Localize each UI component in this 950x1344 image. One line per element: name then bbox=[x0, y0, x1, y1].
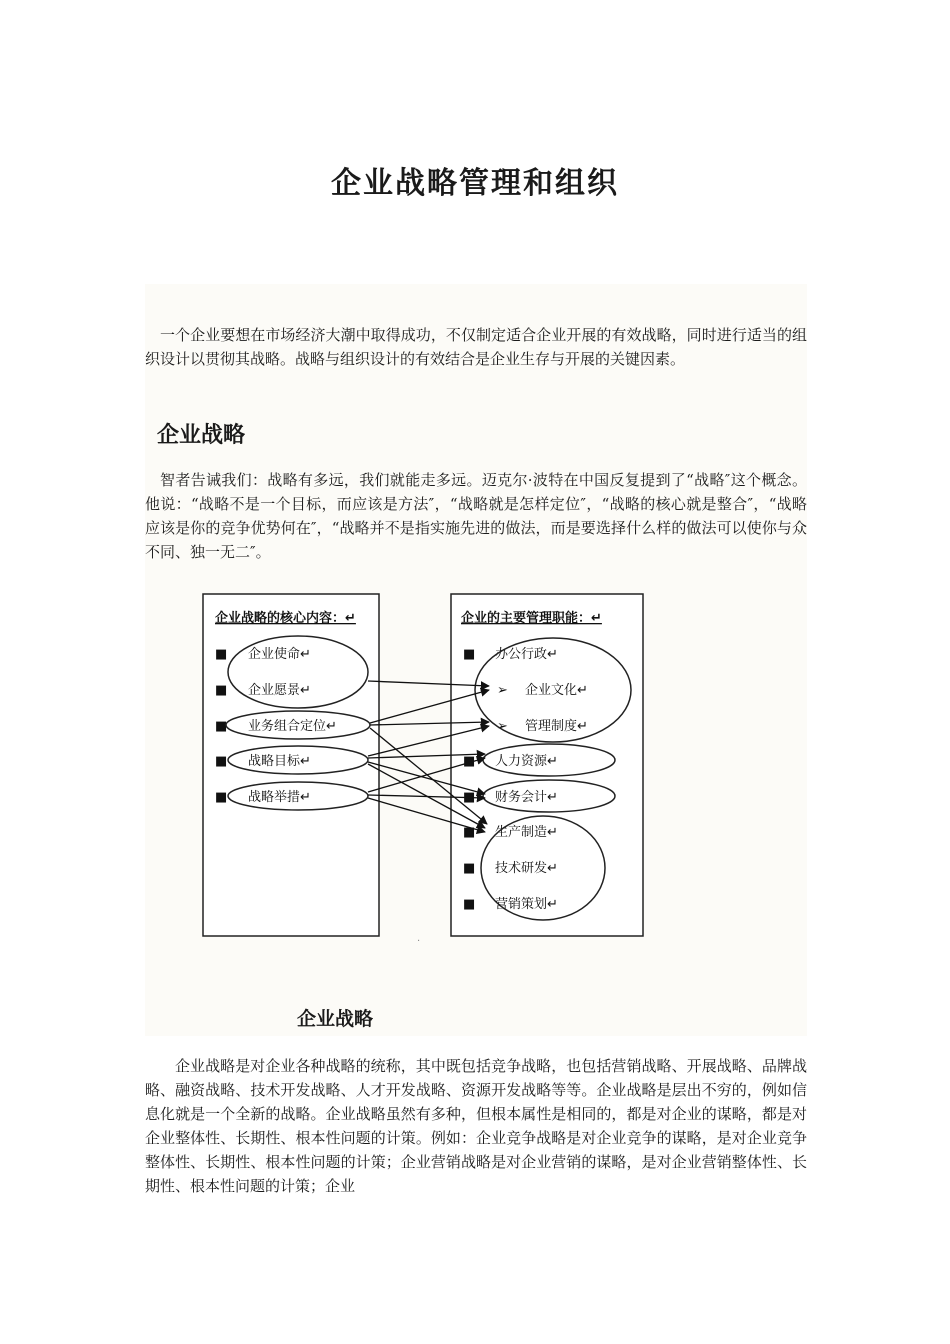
right-item-finance: 财务会计↵ bbox=[495, 790, 558, 805]
right-item-rnd: 技术研发↵ bbox=[495, 861, 558, 876]
figure-caption: 企业战略 bbox=[297, 1008, 374, 1030]
intro-paragraph: 一个企业要想在市场经济大潮中取得成功，不仅制定适合企业开展的有效战略，同时进行适当的组织设计以贯彻其战略。战略与组织设计的有效结合是企业生存与开展的关键因素。 bbox=[145, 326, 807, 368]
right-item-production: 生产制造↵ bbox=[495, 825, 558, 840]
right-item-culture: 企业文化↵ bbox=[525, 683, 588, 698]
strategy-types-paragraph: 企业战略是对企业各种战略的统称，其中既包括竞争战略，也包括营销战略、开展战略、品牌战略、融资战略、技术开发战略、人才开发战略、资源开发战略等等。企业战略是层出不穷的，例如信息化就是一个全新的战略。企业战略虽然有多种，但根本属性是相同的，都是对企业的谋略，都是对企业整体性、长期性、根本性问题的计策。例如：企业竞争战略是对企业竞争的谋略，是对企业竞争整体性、长期性、根本性问题的计策；企业营销战略是对企业营销的谋略，是对企业营销整体性、长期性、根本性问题的计策；企业 bbox=[145, 1057, 807, 1195]
right-item-marketing: 营销策划↵ bbox=[495, 897, 558, 912]
sub-bullet-icon: ➢ bbox=[497, 683, 508, 698]
left-item-goals: 战略目标↵ bbox=[248, 754, 311, 769]
bullet-icon: ■ bbox=[215, 719, 228, 734]
right-item-hr: 人力资源↵ bbox=[495, 754, 558, 769]
left-box-heading: 企业战略的核心内容：↵ bbox=[215, 611, 356, 626]
right-item-rules: 管理制度↵ bbox=[525, 719, 588, 734]
bullet-icon: ■ bbox=[463, 861, 476, 876]
page-mark: · bbox=[417, 936, 421, 947]
right-item-admin: 办公行政↵ bbox=[495, 647, 558, 662]
left-item-measures: 战略举措↵ bbox=[248, 790, 311, 805]
bullet-icon: ■ bbox=[215, 683, 228, 698]
bullet-icon: ■ bbox=[463, 647, 476, 662]
right-box-heading: 企业的主要管理职能：↵ bbox=[461, 611, 602, 626]
bullet-icon: ■ bbox=[215, 790, 228, 805]
section-heading-corporate-strategy: 企业战略 bbox=[157, 423, 246, 448]
left-item-mission: 企业使命↵ bbox=[248, 647, 311, 662]
strategy-function-diagram bbox=[145, 582, 807, 952]
bullet-icon: ■ bbox=[463, 790, 476, 805]
bullet-icon: ■ bbox=[463, 897, 476, 912]
bullet-icon: ■ bbox=[215, 754, 228, 769]
left-item-portfolio: 业务组合定位↵ bbox=[248, 719, 337, 734]
page-title: 企业战略管理和组织 bbox=[331, 166, 619, 201]
left-item-vision: 企业愿景↵ bbox=[248, 683, 311, 698]
bullet-icon: ■ bbox=[215, 647, 228, 662]
bullet-icon: ■ bbox=[463, 825, 476, 840]
porter-quote-paragraph: 智者告诫我们：战略有多远，我们就能走多远。迈克尔·波特在中国反复提到了“战略″这个概念。他说：“战略不是一个目标，而应该是方法″，“战略就是怎样定位″，“战略的核心就是整合″，“战略应该是你的竞争优势何在″，“战略并不是指实施先进的做法，而是要选择什么样的做法可以使你与众不同、独一无二″。 bbox=[145, 471, 807, 561]
bullet-icon: ■ bbox=[463, 754, 476, 769]
sub-bullet-icon: ➢ bbox=[497, 719, 508, 734]
